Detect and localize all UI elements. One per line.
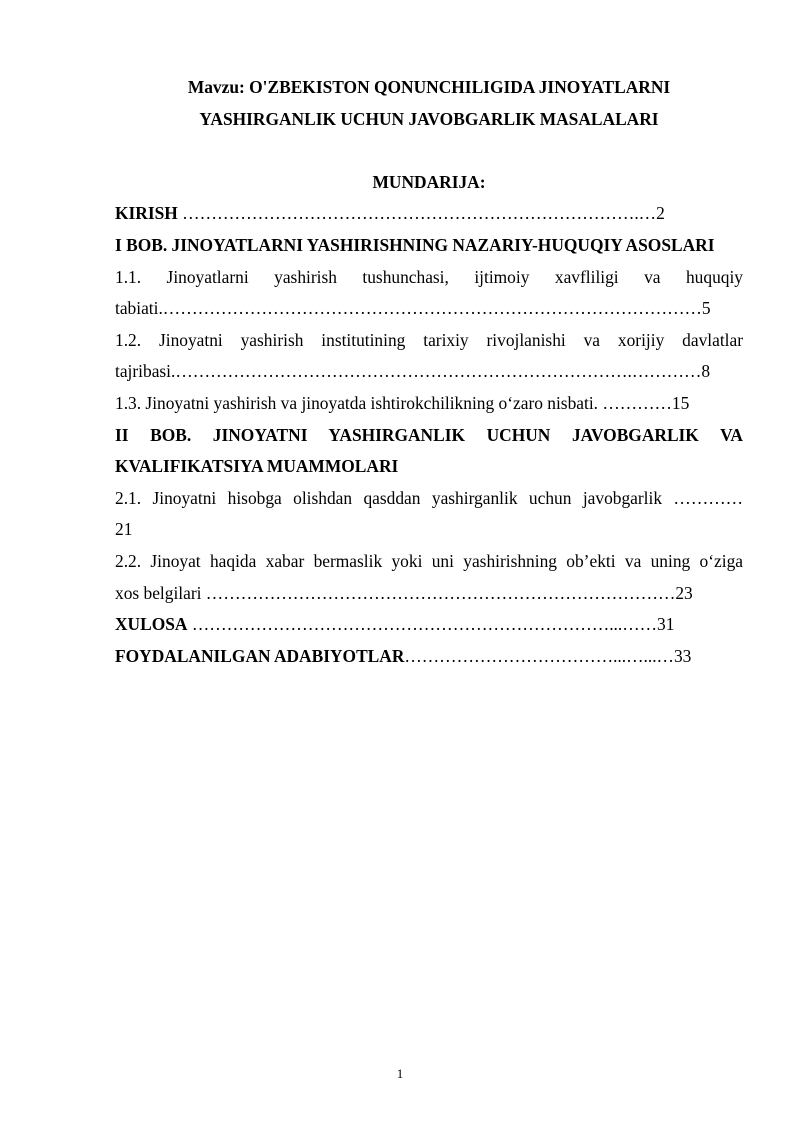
document-page [115, 72, 743, 672]
toc-section-1-2: 1.2. Jinoyatni yashirish institutining tarixiy rivojlanishi va xorijiy davlatlar [115, 329, 743, 350]
toc-entry-dots: ………………………………………………………………...……31 [187, 614, 675, 635]
toc-section-1-2-tail: tajribasi.…………………………………………………………………….…………8 [115, 361, 711, 382]
toc-entry-label: XULOSA [115, 614, 188, 635]
toc-entry-conclusion [115, 609, 743, 641]
toc-entry-label: FOYDALANILGAN ADABIYOTLAR [115, 645, 405, 666]
contents-heading: MUNDARIJA: [372, 171, 486, 192]
toc-section-2-2: 2.2. Jinoyat haqida xabar bermaslik yoki uni yashirishning ob’ekti va uning o‘ziga [115, 550, 743, 571]
toc-entry-intro [115, 198, 743, 230]
toc-entry-label: KIRISH [115, 203, 178, 224]
toc-entry-dots: ………………………………...…...…33 [404, 645, 692, 666]
toc-chapter-1: I BOB. JINOYATLARNI YASHIRISHNING NAZARIY-HUQUQIY ASOSLARI [115, 234, 715, 255]
toc-section-1-3: 1.3. Jinoyatni yashirish va jinoyatda ishtirokchilikning o‘zaro nisbati. …………15 [115, 392, 690, 413]
toc-entry-references [115, 641, 743, 673]
document-title-line-1: Mavzu: O'ZBEKISTON QONUNCHILIGIDA JINOYATLARNI [187, 77, 671, 97]
toc-section-1-1: 1.1. Jinoyatlarni yashirish tushunchasi, ijtimoiy xavfliligi va huquqiy [115, 266, 743, 287]
toc-chapter-2: II BOB. JINOYATNI YASHIRGANLIK UCHUN JAVOBGARLIK VA KVALIFIKATSIYA MUAMMOLARI [115, 424, 743, 477]
page-number: 1 [396, 1066, 404, 1081]
toc-section-1-1-tail: tabiati.…………………………………………………………………………………5 [115, 298, 711, 319]
document-title-line-2: YASHIRGANLIK UCHUN JAVOBGARLIK MASALALARI [199, 108, 659, 129]
toc-section-2-1: 2.1. Jinoyatni hisobga olishdan qasddan yashirganlik uchun javobgarlik ………… [115, 487, 743, 508]
toc-section-2-2-tail: xos belgilari ………………………………………………………………………23 [115, 582, 693, 603]
toc-section-2-1-tail: 21 [115, 519, 133, 540]
table-of-contents [115, 198, 743, 672]
toc-entry-dots: …………………………………………………………………….…2 [177, 203, 665, 224]
